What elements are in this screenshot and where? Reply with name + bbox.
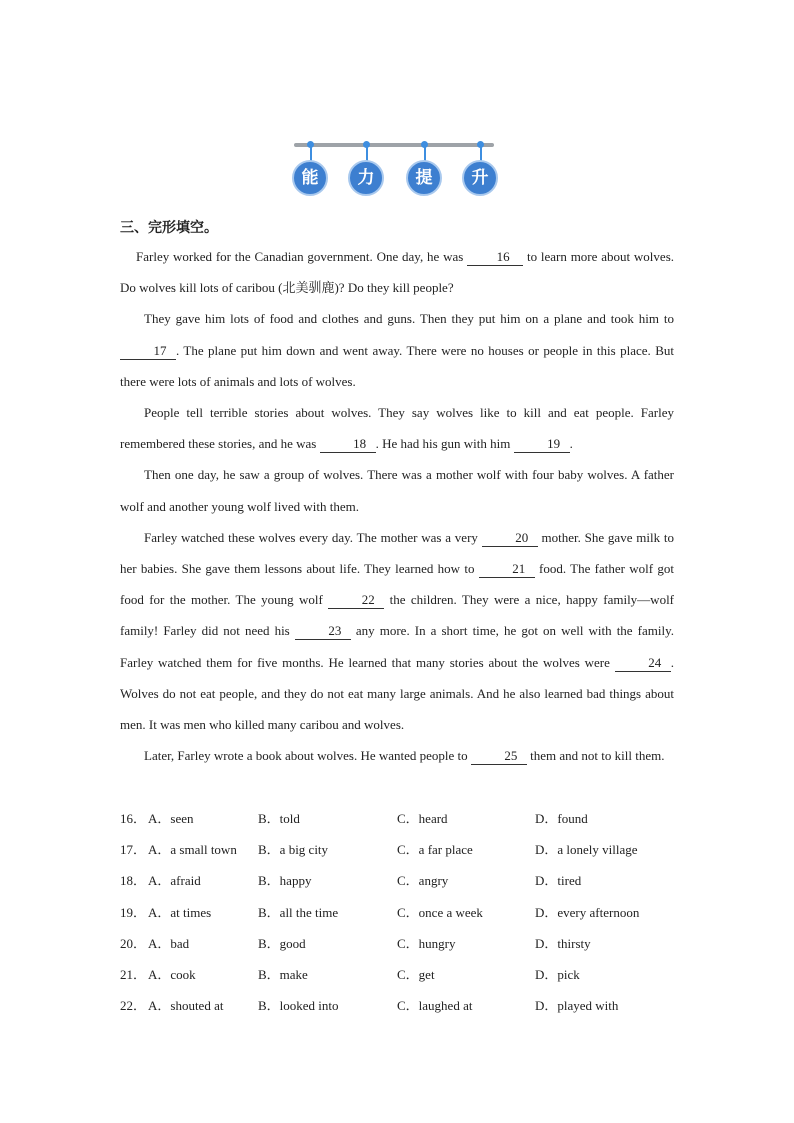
blank-19: 19 bbox=[514, 436, 570, 453]
option-d: D．every afternoon bbox=[535, 904, 640, 920]
banner-node bbox=[290, 140, 330, 198]
option-a: A．shouted at bbox=[148, 998, 224, 1014]
option-d: D．thirsty bbox=[535, 935, 591, 951]
ability-banner bbox=[290, 140, 500, 200]
passage-text: Farley worked for the Canadian government. One day, he was bbox=[136, 249, 468, 264]
banner-stem bbox=[424, 147, 426, 161]
option-a: A．at times bbox=[148, 904, 212, 920]
option-a: A．afraid bbox=[148, 873, 201, 889]
option-b: B．told bbox=[258, 811, 300, 826]
passage-text: any more. In a short time, he got on well with the family. Farley watched them for five months. He learned that many stories about the wolves were bbox=[120, 623, 674, 670]
passage-text: Farley watched these wolves every day. The mother was a very bbox=[144, 529, 482, 545]
option-c: C．angry bbox=[397, 873, 449, 889]
passage-text: . The plane put him down and went away. There were no houses or people in this place. But there were lots of animals and lots of wolves. bbox=[120, 342, 674, 389]
paragraph bbox=[120, 522, 674, 740]
question-row bbox=[120, 994, 680, 1025]
question-row bbox=[120, 869, 680, 900]
option-d: D．tired bbox=[535, 873, 582, 889]
option-d: D．a lonely village bbox=[535, 842, 638, 858]
banner-stem bbox=[366, 147, 368, 161]
banner-node bbox=[460, 140, 500, 198]
question-number: 19． bbox=[120, 904, 147, 920]
option-b: B．make bbox=[258, 966, 308, 982]
question-row bbox=[120, 807, 680, 838]
blank-20: 20 bbox=[482, 530, 538, 547]
question-number: 16． bbox=[120, 811, 147, 826]
blank-16: 16 bbox=[467, 249, 523, 266]
passage-text: People tell terrible stories about wolves. They say wolves like to kill and eat people. Farley remembered these stories, and he was bbox=[120, 405, 674, 452]
option-d: D．pick bbox=[535, 966, 580, 982]
option-c: C．hungry bbox=[397, 935, 456, 951]
passage-text: Then one day, he saw a group of wolves. There was a mother wolf with four baby wolves. A father wolf and another young wolf lived with them. bbox=[120, 467, 674, 514]
passage-text: Later, Farley wrote a book about wolves. He wanted people to bbox=[144, 748, 471, 764]
passage-text: . bbox=[569, 436, 573, 452]
blank-25: 25 bbox=[471, 748, 527, 765]
option-b: B．a big city bbox=[258, 842, 329, 858]
option-a: A．seen bbox=[148, 811, 194, 826]
option-d: D．found bbox=[535, 811, 588, 826]
option-d: D．played with bbox=[535, 998, 619, 1014]
paragraph bbox=[120, 241, 674, 303]
passage-text: the children. They were a nice, happy family—wolf family! Farley did not need his bbox=[120, 592, 675, 639]
paragraph bbox=[120, 303, 674, 397]
question-number: 22． bbox=[120, 998, 147, 1014]
question-row bbox=[120, 963, 680, 994]
question-row bbox=[120, 932, 680, 963]
banner-char: 提 bbox=[406, 160, 442, 196]
blank-21: 21 bbox=[479, 561, 535, 578]
passage bbox=[120, 241, 674, 771]
paragraph bbox=[120, 459, 674, 521]
banner-char: 能 bbox=[292, 160, 328, 196]
option-a: A．a small town bbox=[148, 842, 237, 858]
passage-text: food. The father wolf got food for the mother. The young wolf bbox=[120, 561, 674, 608]
question-number: 20． bbox=[120, 935, 147, 951]
blank-17: 17 bbox=[120, 343, 176, 360]
option-a: A．cook bbox=[148, 966, 196, 982]
passage-text: . Wolves do not eat people, and they do not eat many large animals. And he also learned bad things about men. It was men who killed many caribou and wolves. bbox=[120, 654, 674, 733]
option-b: B．good bbox=[258, 935, 306, 951]
blank-23: 23 bbox=[295, 623, 351, 640]
option-c: C．once a week bbox=[397, 904, 483, 920]
option-c: C．heard bbox=[397, 811, 448, 826]
paragraph bbox=[120, 740, 674, 771]
passage-text: to learn more about wolves. Do wolves kill lots of caribou (北美驯鹿)? Do they kill people? bbox=[120, 249, 674, 296]
blank-18: 18 bbox=[320, 436, 376, 453]
option-b: B．looked into bbox=[258, 998, 339, 1014]
section-title: 三、完形填空。 bbox=[120, 220, 218, 236]
blank-24: 24 bbox=[615, 655, 671, 672]
banner-char: 升 bbox=[462, 160, 498, 196]
banner-char: 力 bbox=[348, 160, 384, 196]
question-number: 18． bbox=[120, 873, 147, 889]
option-c: C．a far place bbox=[397, 842, 473, 858]
option-b: B．all the time bbox=[258, 904, 339, 920]
question-row bbox=[120, 838, 680, 869]
question-number: 17． bbox=[120, 842, 147, 858]
question-number: 21． bbox=[120, 966, 147, 982]
passage-text: . He had his gun with him bbox=[375, 436, 514, 452]
banner-node bbox=[346, 140, 386, 198]
option-c: C．get bbox=[397, 966, 435, 982]
question-row bbox=[120, 901, 680, 932]
banner-stem bbox=[480, 147, 482, 161]
passage-text: They gave him lots of food and clothes and guns. Then they put him on a plane and took him to bbox=[144, 311, 674, 327]
passage-text: mother. She gave milk to her babies. She gave them lessons about life. They learned how to bbox=[120, 529, 675, 577]
passage-text: them and not to kill them. bbox=[526, 748, 665, 764]
blank-22: 22 bbox=[328, 592, 384, 609]
option-c: C．laughed at bbox=[397, 998, 473, 1014]
option-b: B．happy bbox=[258, 873, 312, 889]
paragraph bbox=[120, 397, 674, 459]
banner-node bbox=[404, 140, 444, 198]
question-options bbox=[120, 807, 680, 1025]
banner-stem bbox=[310, 147, 312, 161]
option-a: A．bad bbox=[148, 935, 190, 951]
